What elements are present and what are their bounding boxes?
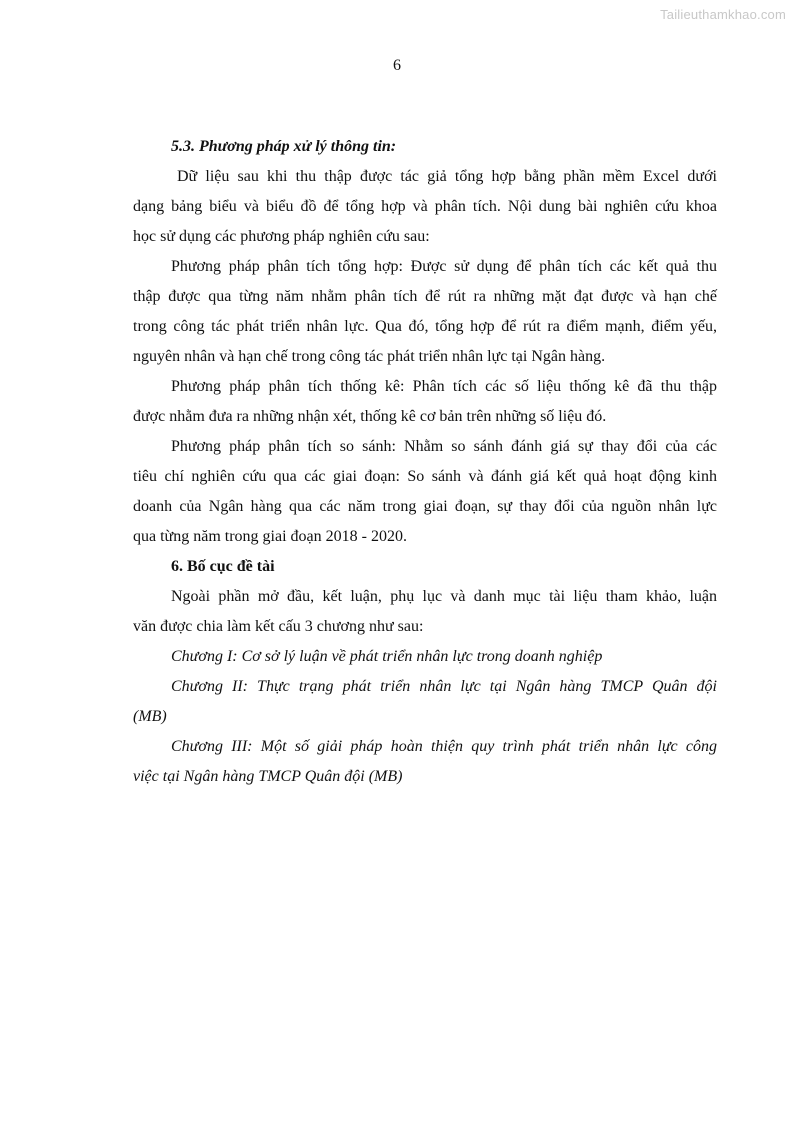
paragraph-line: tiêu chí nghiên cứu qua các giai đoạn: So sánh và đánh giá kết quả hoạt động kinh bbox=[133, 468, 717, 485]
paragraph-line: văn được chia làm kết cấu 3 chương như sau: bbox=[133, 618, 424, 635]
paragraph-line: trong công tác phát triển nhân lực. Qua đó, tổng hợp để rút ra điểm mạnh, điểm yếu, bbox=[133, 318, 717, 335]
paragraph-line: Ngoài phần mở đầu, kết luận, phụ lục và danh mục tài liệu tham khảo, luận bbox=[171, 588, 717, 605]
paragraph-statistics-method bbox=[133, 372, 717, 432]
paragraph-line: được nhằm đưa ra những nhận xét, thống kê cơ bản trên những số liệu đó. bbox=[133, 408, 607, 425]
paragraph-line: thập được qua từng năm nhằm phân tích để rút ra những mặt đạt được và hạn chế bbox=[133, 288, 717, 305]
paragraph-line: Chương III: Một số giải pháp hoàn thiện quy trình phát triển nhân lực công bbox=[171, 738, 717, 755]
chapter-1-item bbox=[133, 642, 717, 672]
chapter-3-item bbox=[133, 732, 717, 792]
paragraph-line: qua từng năm trong giai đoạn 2018 - 2020. bbox=[133, 528, 407, 545]
section-heading-5-3: 5.3. Phương pháp xử lý thông tin: bbox=[171, 138, 397, 155]
paragraph-line: việc tại Ngân hàng TMCP Quân đội (MB) bbox=[133, 768, 403, 785]
paragraph-line: nguyên nhân và hạn chế trong công tác phát triển nhân lực tại Ngân hàng. bbox=[133, 348, 606, 365]
paragraph-line: Phương pháp phân tích so sánh: Nhằm so sánh đánh giá sự thay đổi của các bbox=[171, 438, 717, 455]
paragraph-line: Chương II: Thực trạng phát triển nhân lực tại Ngân hàng TMCP Quân đội bbox=[171, 678, 717, 695]
paragraph-line: học sử dụng các phương pháp nghiên cứu sau: bbox=[133, 228, 430, 245]
paragraph-line: Dữ liệu sau khi thu thập được tác giả tổng hợp bằng phần mềm Excel dưới bbox=[177, 168, 717, 185]
paragraph-line: Phương pháp phân tích tổng hợp: Được sử dụng để phân tích các kết quả thu bbox=[171, 258, 717, 275]
chapter-2-item bbox=[133, 672, 717, 732]
watermark: Tailieuthamkhao.com bbox=[660, 7, 786, 22]
document-body bbox=[133, 132, 717, 792]
section-heading-6: 6. Bố cục đề tài bbox=[171, 558, 275, 575]
paragraph-line: Phương pháp phân tích thống kê: Phân tích các số liệu thống kê đã thu thập bbox=[171, 378, 717, 395]
paragraph-line: Chương I: Cơ sở lý luận về phát triển nhân lực trong doanh nghiệp bbox=[171, 648, 603, 665]
paragraph-synthesis-method bbox=[133, 252, 717, 372]
page-number: 6 bbox=[393, 57, 401, 74]
paragraph-line: doanh của Ngân hàng qua các năm trong giai đoạn, sự thay đổi của nguồn nhân lực bbox=[133, 498, 717, 515]
paragraph-line: (MB) bbox=[133, 708, 167, 725]
paragraph-data-processing bbox=[133, 162, 717, 252]
paragraph-comparison-method bbox=[133, 432, 717, 552]
paragraph-thesis-structure bbox=[133, 582, 717, 642]
paragraph-line: dạng bảng biểu và biểu đồ để tổng hợp và phân tích. Nội dung bài nghiên cứu khoa bbox=[133, 198, 717, 215]
